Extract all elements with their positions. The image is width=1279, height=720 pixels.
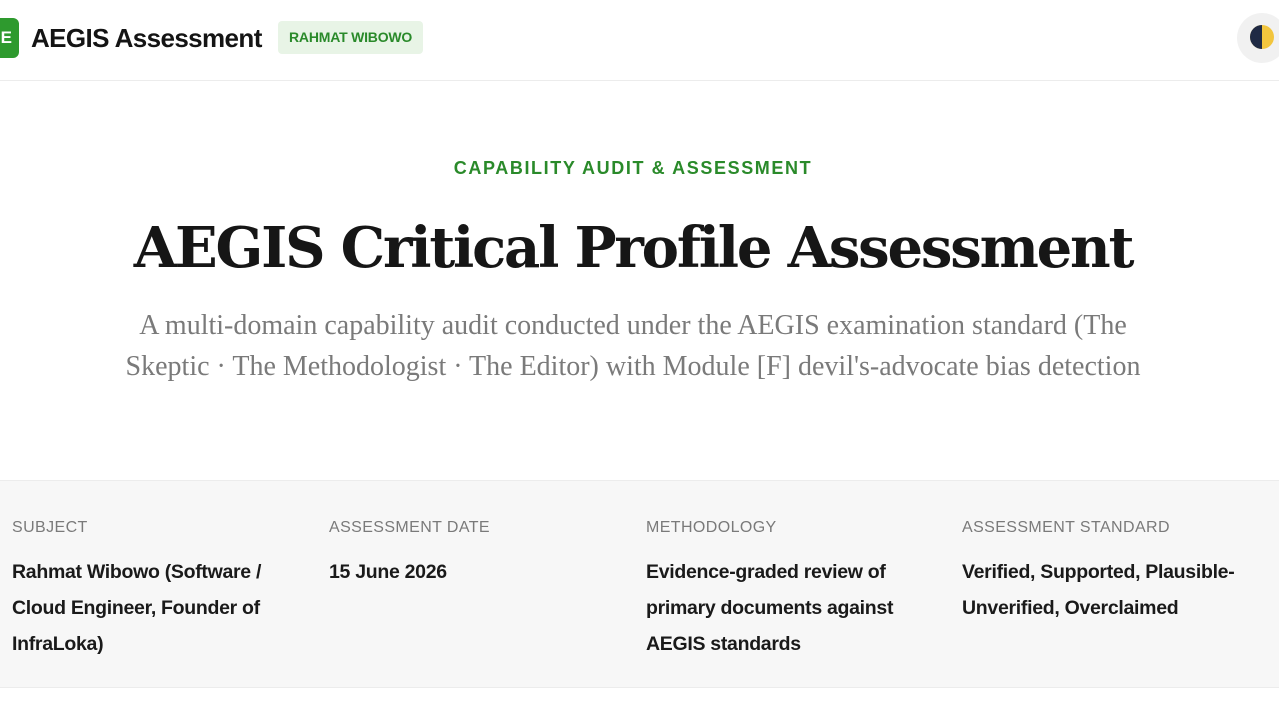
meta-label: SUBJECT bbox=[12, 519, 88, 536]
meta-label: METHODOLOGY bbox=[646, 519, 777, 536]
meta-value: Rahmat Wibowo (Software / Cloud Engineer, Founder of InfraLoka) bbox=[12, 561, 262, 655]
meta-value: Verified, Supported, Plausible-Unverified, Overclaimed bbox=[962, 561, 1235, 619]
assessment-meta-panel bbox=[0, 480, 1279, 688]
theme-toggle-button[interactable] bbox=[1237, 13, 1279, 63]
section-eyebrow: CAPABILITY AUDIT & ASSESSMENT bbox=[453, 158, 813, 178]
meta-assessment-standard bbox=[962, 517, 1262, 626]
half-moon-icon bbox=[1250, 25, 1274, 49]
meta-assessment-date bbox=[329, 517, 629, 590]
meta-methodology bbox=[646, 517, 946, 662]
meta-subject bbox=[12, 517, 312, 662]
page-title: AEGIS Critical Profile Assessment bbox=[133, 215, 1133, 281]
meta-value: Evidence-graded review of primary documents against AEGIS standards bbox=[646, 561, 894, 655]
meta-label: ASSESSMENT DATE bbox=[329, 519, 490, 536]
subject-name-badge: RAHMAT WIBOWO bbox=[278, 21, 423, 54]
brand-title[interactable]: AEGIS Assessment bbox=[31, 23, 262, 53]
top-navbar bbox=[0, 0, 1279, 81]
meta-label: ASSESSMENT STANDARD bbox=[962, 519, 1170, 536]
page-subtitle: A multi-domain capability audit conducted under the AEGIS examination standard (The Skeptic · The Methodologist · The Editor) with Module [F] devil's-advocate bias detection bbox=[125, 310, 1141, 382]
logo-icon[interactable]: E bbox=[0, 18, 19, 58]
meta-value: 15 June 2026 bbox=[329, 561, 447, 583]
